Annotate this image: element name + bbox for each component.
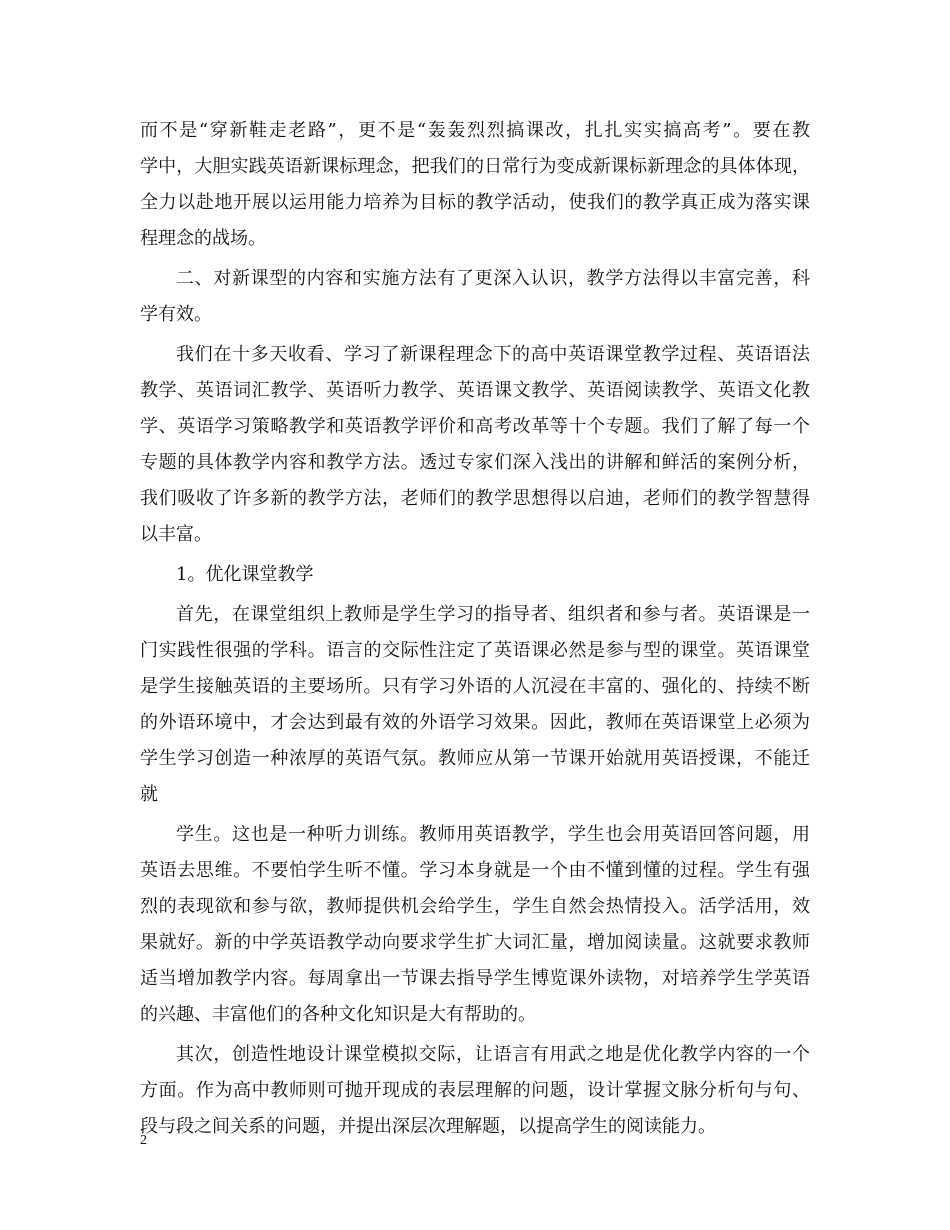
section-heading-line: 二、对新课型的内容和实施方法有了更深入认识，教学方法得以丰富完善，科 bbox=[176, 268, 810, 289]
text-line: 学生。这也是一种听力训练。教师用英语教学，学生也会用英语回答问题，用 bbox=[176, 824, 810, 845]
text-line: 首先，在课堂组织上教师是学生学习的指导者、组织者和参与者。英语课是一 bbox=[176, 604, 810, 625]
text-line: 学、英语学习策略教学和英语教学评价和高考改革等十个专题。我们了解了每一个 bbox=[140, 416, 810, 437]
text-line: 果就好。新的中学英语教学动向要求学生扩大词汇量，增加阅读量。这就要求教师 bbox=[140, 932, 810, 953]
text-line: 烈的表现欲和参与欲，教师提供机会给学生，学生自然会热情投入。活学活用，效 bbox=[140, 896, 810, 917]
text-line: 学中，大胆实践英语新课标理念，把我们的日常行为变成新课标新理念的具体体现， bbox=[140, 156, 810, 177]
text-line: 的外语环境中，才会达到最有效的外语学习效果。因此，教师在英语课堂上必须为 bbox=[140, 712, 810, 733]
text-line: 教学、英语词汇教学、英语听力教学、英语课文教学、英语阅读教学、英语文化教 bbox=[140, 380, 810, 401]
text-line: 程理念的战场。 bbox=[140, 228, 266, 249]
text-line: 是学生接触英语的主要场所。只有学习外语的人沉浸在丰富的、强化的、持续不断 bbox=[140, 676, 810, 697]
document-body bbox=[140, 113, 810, 1145]
section-heading-line: 学有效。 bbox=[140, 304, 212, 325]
text-line: 我们吸收了许多新的教学方法，老师们的教学思想得以启迪，老师们的教学智慧得 bbox=[140, 488, 810, 509]
text-line: 而不是“穿新鞋走老路”，更不是“轰轰烈烈搞课改，扎扎实实搞高考”。要在教 bbox=[140, 120, 810, 141]
page-number: 2 bbox=[140, 1133, 147, 1148]
text-line: 学生学习创造一种浓厚的英语气氛。教师应从第一节课开始就用英语授课，不能迁 bbox=[140, 748, 810, 769]
text-line: 段与段之间关系的问题，并提出深层次理解题，以提高学生的阅读能力。 bbox=[140, 1116, 716, 1137]
text-line: 方面。作为高中教师则可抛开现成的表层理解的问题，设计掌握文脉分析句与句、 bbox=[140, 1080, 810, 1101]
text-line: 的兴趣、丰富他们的各种文化知识是大有帮助的。 bbox=[140, 1004, 536, 1025]
text-line: 门实践性很强的学科。语言的交际性注定了英语课必然是参与型的课堂。英语课堂 bbox=[140, 640, 810, 661]
text-line: 我们在十多天收看、学习了新课程理念下的高中英语课堂教学过程、英语语法 bbox=[176, 344, 810, 365]
subheading: 1。优化课堂教学 bbox=[176, 564, 314, 585]
text-line: 专题的具体教学内容和教学方法。透过专家们深入浅出的讲解和鲜活的案例分析， bbox=[140, 452, 810, 473]
text-line: 全力以赴地开展以运用能力培养为目标的教学活动，使我们的教学真正成为落实课 bbox=[140, 192, 810, 213]
text-line: 就 bbox=[140, 784, 158, 805]
text-line: 其次，创造性地设计课堂模拟交际，让语言有用武之地是优化教学内容的一个 bbox=[176, 1044, 810, 1065]
text-line: 英语去思维。不要怕学生听不懂。学习本身就是一个由不懂到懂的过程。学生有强 bbox=[140, 860, 810, 881]
text-line: 以丰富。 bbox=[140, 524, 212, 545]
text-line: 适当增加教学内容。每周拿出一节课去指导学生博览课外读物，对培养学生学英语 bbox=[140, 968, 810, 989]
